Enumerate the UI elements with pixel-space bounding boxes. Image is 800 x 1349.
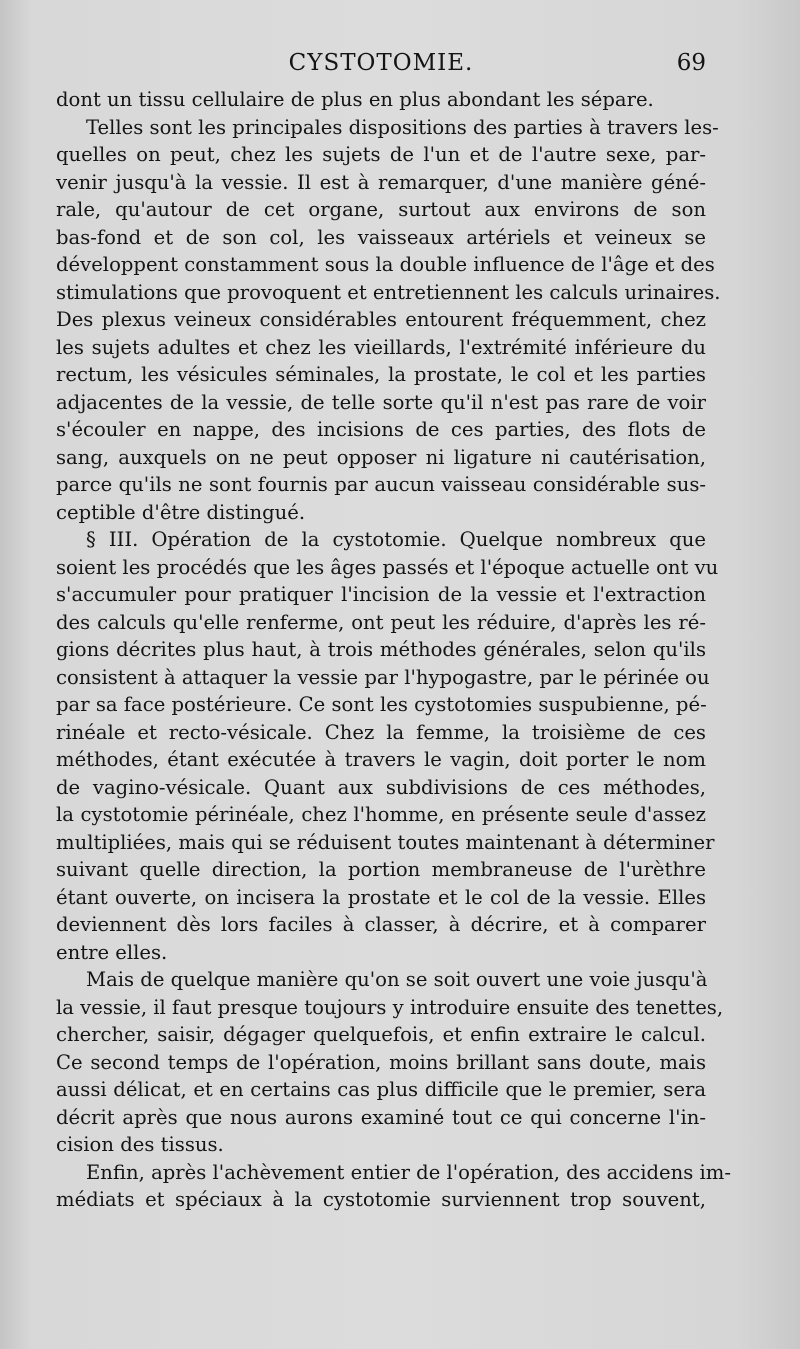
text-line: dont un tissu cellulaire de plus en plus abondant les sépare.: [56, 88, 654, 111]
text-line: s'écouler en nappe, des incisions de ces parties, des flots de: [56, 418, 706, 441]
paragraph: [56, 966, 724, 1159]
text-line: rectum, les vésicules séminales, la prostate, le col et les parties: [56, 363, 706, 386]
text-line: cision des tissus.: [56, 1133, 224, 1156]
text-line: quelles on peut, chez les sujets de l'un et de l'autre sexe, par-: [56, 143, 706, 166]
text-line: deviennent dès lors faciles à classer, à décrire, et à comparer: [56, 913, 706, 936]
running-title: CYSTOTOMIE.: [288, 50, 474, 76]
page-header: [56, 50, 706, 84]
text-line: aussi délicat, et en certains cas plus difficile que le premier, sera: [56, 1078, 706, 1101]
body-text: [56, 86, 732, 1214]
text-line: développent constamment sous la double influence de l'âge et des: [56, 253, 715, 276]
paragraph: [56, 1159, 732, 1214]
text-line: ceptible d'être distingué.: [56, 500, 306, 524]
text-line: soient les procédés que les âges passés et l'époque actuelle ont vu: [56, 555, 719, 579]
text-line: § III. Opération de la cystotomie. Quelque nombreux que: [86, 528, 706, 551]
text-line: gions décrites plus haut, à trois méthodes générales, selon qu'ils: [56, 638, 706, 661]
text-line: médiats et spéciaux à la cystotomie surviennent trop souvent,: [56, 1188, 706, 1211]
text-line: Enfin, après l'achèvement entier de l'opération, des accidens im-: [86, 1160, 732, 1184]
text-line: entre elles.: [56, 940, 168, 964]
text-line: les sujets adultes et chez les vieillards, l'extrémité inférieure du: [56, 335, 706, 359]
text-line: Ce second temps de l'opération, moins brillant sans doute, mais: [56, 1050, 706, 1074]
text-line: la cystotomie périnéale, chez l'homme, en présente seule d'assez: [56, 803, 706, 826]
text-line: décrit après que nous aurons examiné tout ce qui concerne l'in-: [56, 1105, 706, 1129]
text-line: étant ouverte, on incisera la prostate et le col de la vessie. Elles: [56, 885, 706, 909]
paragraph: [56, 114, 721, 527]
text-line: Des plexus veineux considérables entourent fréquemment, chez: [56, 308, 706, 331]
text-line: Mais de quelque manière qu'on se soit ouvert une voie jusqu'à: [86, 968, 708, 991]
text-line: chercher, saisir, dégager quelquefois, et enfin extraire le calcul.: [56, 1023, 706, 1046]
text-line: multipliées, mais qui se réduisent toutes maintenant à déterminer: [56, 830, 715, 854]
text-line: adjacentes de la vessie, de telle sorte qu'il n'est pas rare de voir: [56, 390, 706, 414]
text-line: la vessie, il faut presque toujours y introduire ensuite des tenettes,: [56, 995, 724, 1019]
text-line: bas-fond et de son col, les vaisseaux artériels et veineux se: [56, 225, 706, 249]
text-line: des calculs qu'elle renferme, ont peut les réduire, d'après les ré-: [56, 610, 706, 634]
text-line: parce qu'ils ne sont fournis par aucun vaisseau considérable sus-: [56, 473, 706, 496]
text-line: méthodes, étant exécutée à travers le vagin, doit porter le nom: [56, 748, 706, 771]
text-line: Telles sont les principales dispositions des parties à travers les-: [86, 115, 719, 139]
paragraph: [56, 86, 706, 114]
text-line: s'accumuler pour pratiquer l'incision de la vessie et l'extraction: [56, 583, 706, 606]
text-line: rinéale et recto-vésicale. Chez la femme, la troisième de ces: [56, 720, 706, 744]
text-line: stimulations que provoquent et entretiennent les calculs urinaires.: [56, 280, 721, 304]
text-line: par sa face postérieure. Ce sont les cystotomies suspubienne, pé-: [56, 693, 707, 716]
text-line: venir jusqu'à la vessie. Il est à remarquer, d'une manière géné-: [56, 170, 706, 194]
text-line: de vagino-vésicale. Quant aux subdivisions de ces méthodes,: [56, 775, 706, 799]
paragraph: [56, 526, 719, 966]
text-line: consistent à attaquer la vessie par l'hypogastre, par le périnée ou: [56, 665, 710, 689]
text-line: sang, auxquels on ne peut opposer ni ligature ni cautérisation,: [56, 445, 706, 469]
text-line: rale, qu'autour de cet organe, surtout aux environs de son: [56, 198, 706, 221]
text-line: suivant quelle direction, la portion membraneuse de l'urèthre: [56, 858, 706, 881]
page-number: 69: [676, 50, 706, 76]
